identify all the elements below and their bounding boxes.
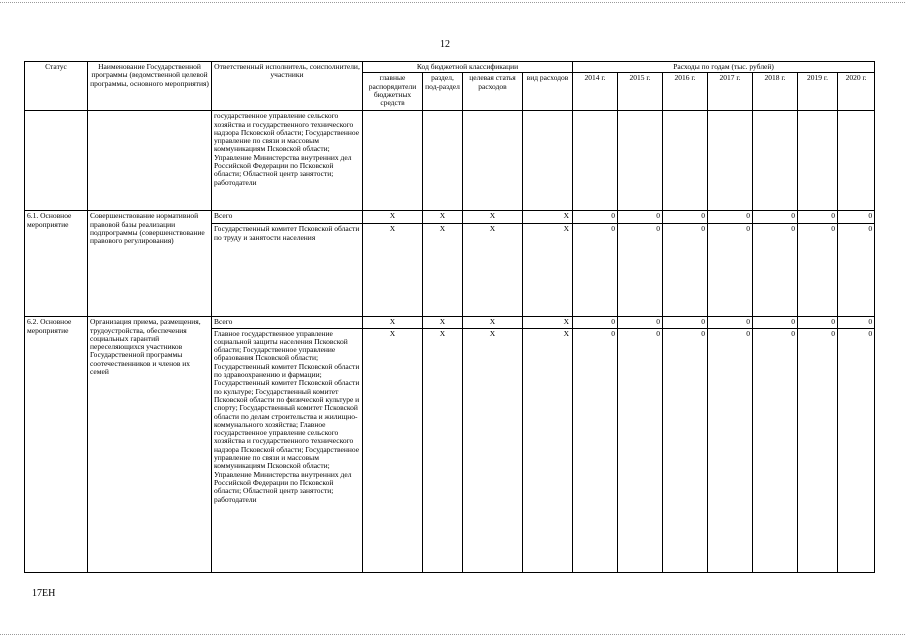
value-cell: 0 [753,211,798,224]
value-cell: 0 [838,328,875,572]
row-responsible: Всего [212,211,363,224]
header-kbk-grbs: главные распорядители бюджетных средств [363,73,423,111]
header-kbk-section: раздел, под-раздел [423,73,463,111]
header-kbk-group: Код бюджетной классификации [363,62,573,73]
footer-code: 17EH [32,588,56,599]
header-expenses-group: Расходы по годам (тыс. рублей) [573,62,875,73]
kbk-cell: X [363,328,423,572]
value-cell: 0 [753,328,798,572]
value-cell: 0 [708,211,753,224]
row-status: 6.1. Основное мероприятие [25,211,88,317]
header-kbk-article: целевая статья расходов [463,73,523,111]
header-year: 2019 г. [798,73,838,111]
kbk-cell: X [523,317,573,328]
continuation-responsible: государственное управление сельского хозяйства и государственного технического надзора Псковской области; Государственное управление по связи и массовым коммуникациям Псковской области; Управление Министерства внутренних дел Российской Федерации по Псковской области; Областной центр занятости; работодатели [212,111,363,211]
value-cell: 0 [573,224,618,317]
kbk-cell: X [363,211,423,224]
value-cell: 0 [708,317,753,328]
row-name: Организация приема, размещения, трудоустройства, обеспечения социальных гарантий переселяющихся участников Государственной программы соотечественников и членов их семей [88,317,212,572]
value-cell: 0 [798,211,838,224]
kbk-cell: X [523,211,573,224]
value-cell: 0 [618,317,663,328]
kbk-cell: X [423,328,463,572]
budget-table [24,61,875,573]
value-cell: 0 [573,211,618,224]
value-cell: 0 [708,224,753,317]
value-cell: 0 [708,328,753,572]
kbk-cell: X [363,317,423,328]
kbk-cell: X [463,317,523,328]
kbk-cell: X [423,211,463,224]
table-row [25,211,875,224]
kbk-cell: X [463,224,523,317]
header-year: 2015 г. [618,73,663,111]
header-program: Наименование Государственной программы (ведомственной целевой программы, основного мероприятия) [88,62,212,111]
value-cell: 0 [838,211,875,224]
value-cell: 0 [663,224,708,317]
value-cell: 0 [838,317,875,328]
value-cell: 0 [798,224,838,317]
header-kbk-type: вид расходов [523,73,573,111]
value-cell: 0 [618,328,663,572]
row-status: 6.2. Основное мероприятие [25,317,88,572]
value-cell: 0 [798,328,838,572]
kbk-cell: X [423,224,463,317]
row-responsible: Всего [212,317,363,328]
header-responsible: Ответственный исполнитель, соисполнители, участники [212,62,363,111]
value-cell: 0 [663,317,708,328]
header-year: 2018 г. [753,73,798,111]
value-cell: 0 [618,211,663,224]
row-responsible: Государственный комитет Псковской области по труду и занятости населения [212,224,363,317]
value-cell: 0 [618,224,663,317]
value-cell: 0 [753,317,798,328]
header-status: Статус [25,62,88,111]
row-name: Совершенствование нормативной правовой базы реализации подпрограммы (совершенствование правового регулирования) [88,211,212,317]
value-cell: 0 [663,328,708,572]
kbk-cell: X [523,328,573,572]
scan-edge-top [0,2,905,3]
header-year: 2017 г. [708,73,753,111]
value-cell: 0 [753,224,798,317]
value-cell: 0 [798,317,838,328]
row-responsible: Главное государственное управление социальной защиты населения Псковской области; Государственное управление образования Псковской области; Государственный комитет Псковской области по здравоохранению и фармации; Государственный комитет Псковской области по культуре; Государственный комитет Псковской области по физической культуре и спорту; Государственный комитет Псковской области по делам строительства и жилищно-коммунального хозяйства; Главное государственное управление сельского хозяйства и государственного технического надзора Псковской области; Государственное управление по связи и массовым коммуникациям Псковской области; Управление Министерства внутренних дел Российской Федерации по Псковской области; Областной центр занятости; работодатели [212,328,363,572]
kbk-cell: X [463,328,523,572]
header-year: 2014 г. [573,73,618,111]
continuation-row [25,111,875,211]
value-cell: 0 [663,211,708,224]
table-row [25,317,875,328]
scan-edge-bottom [0,634,905,635]
value-cell: 0 [573,328,618,572]
kbk-cell: X [523,224,573,317]
value-cell: 0 [838,224,875,317]
header-year: 2020 г. [838,73,875,111]
kbk-cell: X [423,317,463,328]
kbk-cell: X [463,211,523,224]
value-cell: 0 [573,317,618,328]
header-row [25,62,875,73]
header-year: 2016 г. [663,73,708,111]
kbk-cell: X [363,224,423,317]
page-number: 12 [440,39,450,50]
